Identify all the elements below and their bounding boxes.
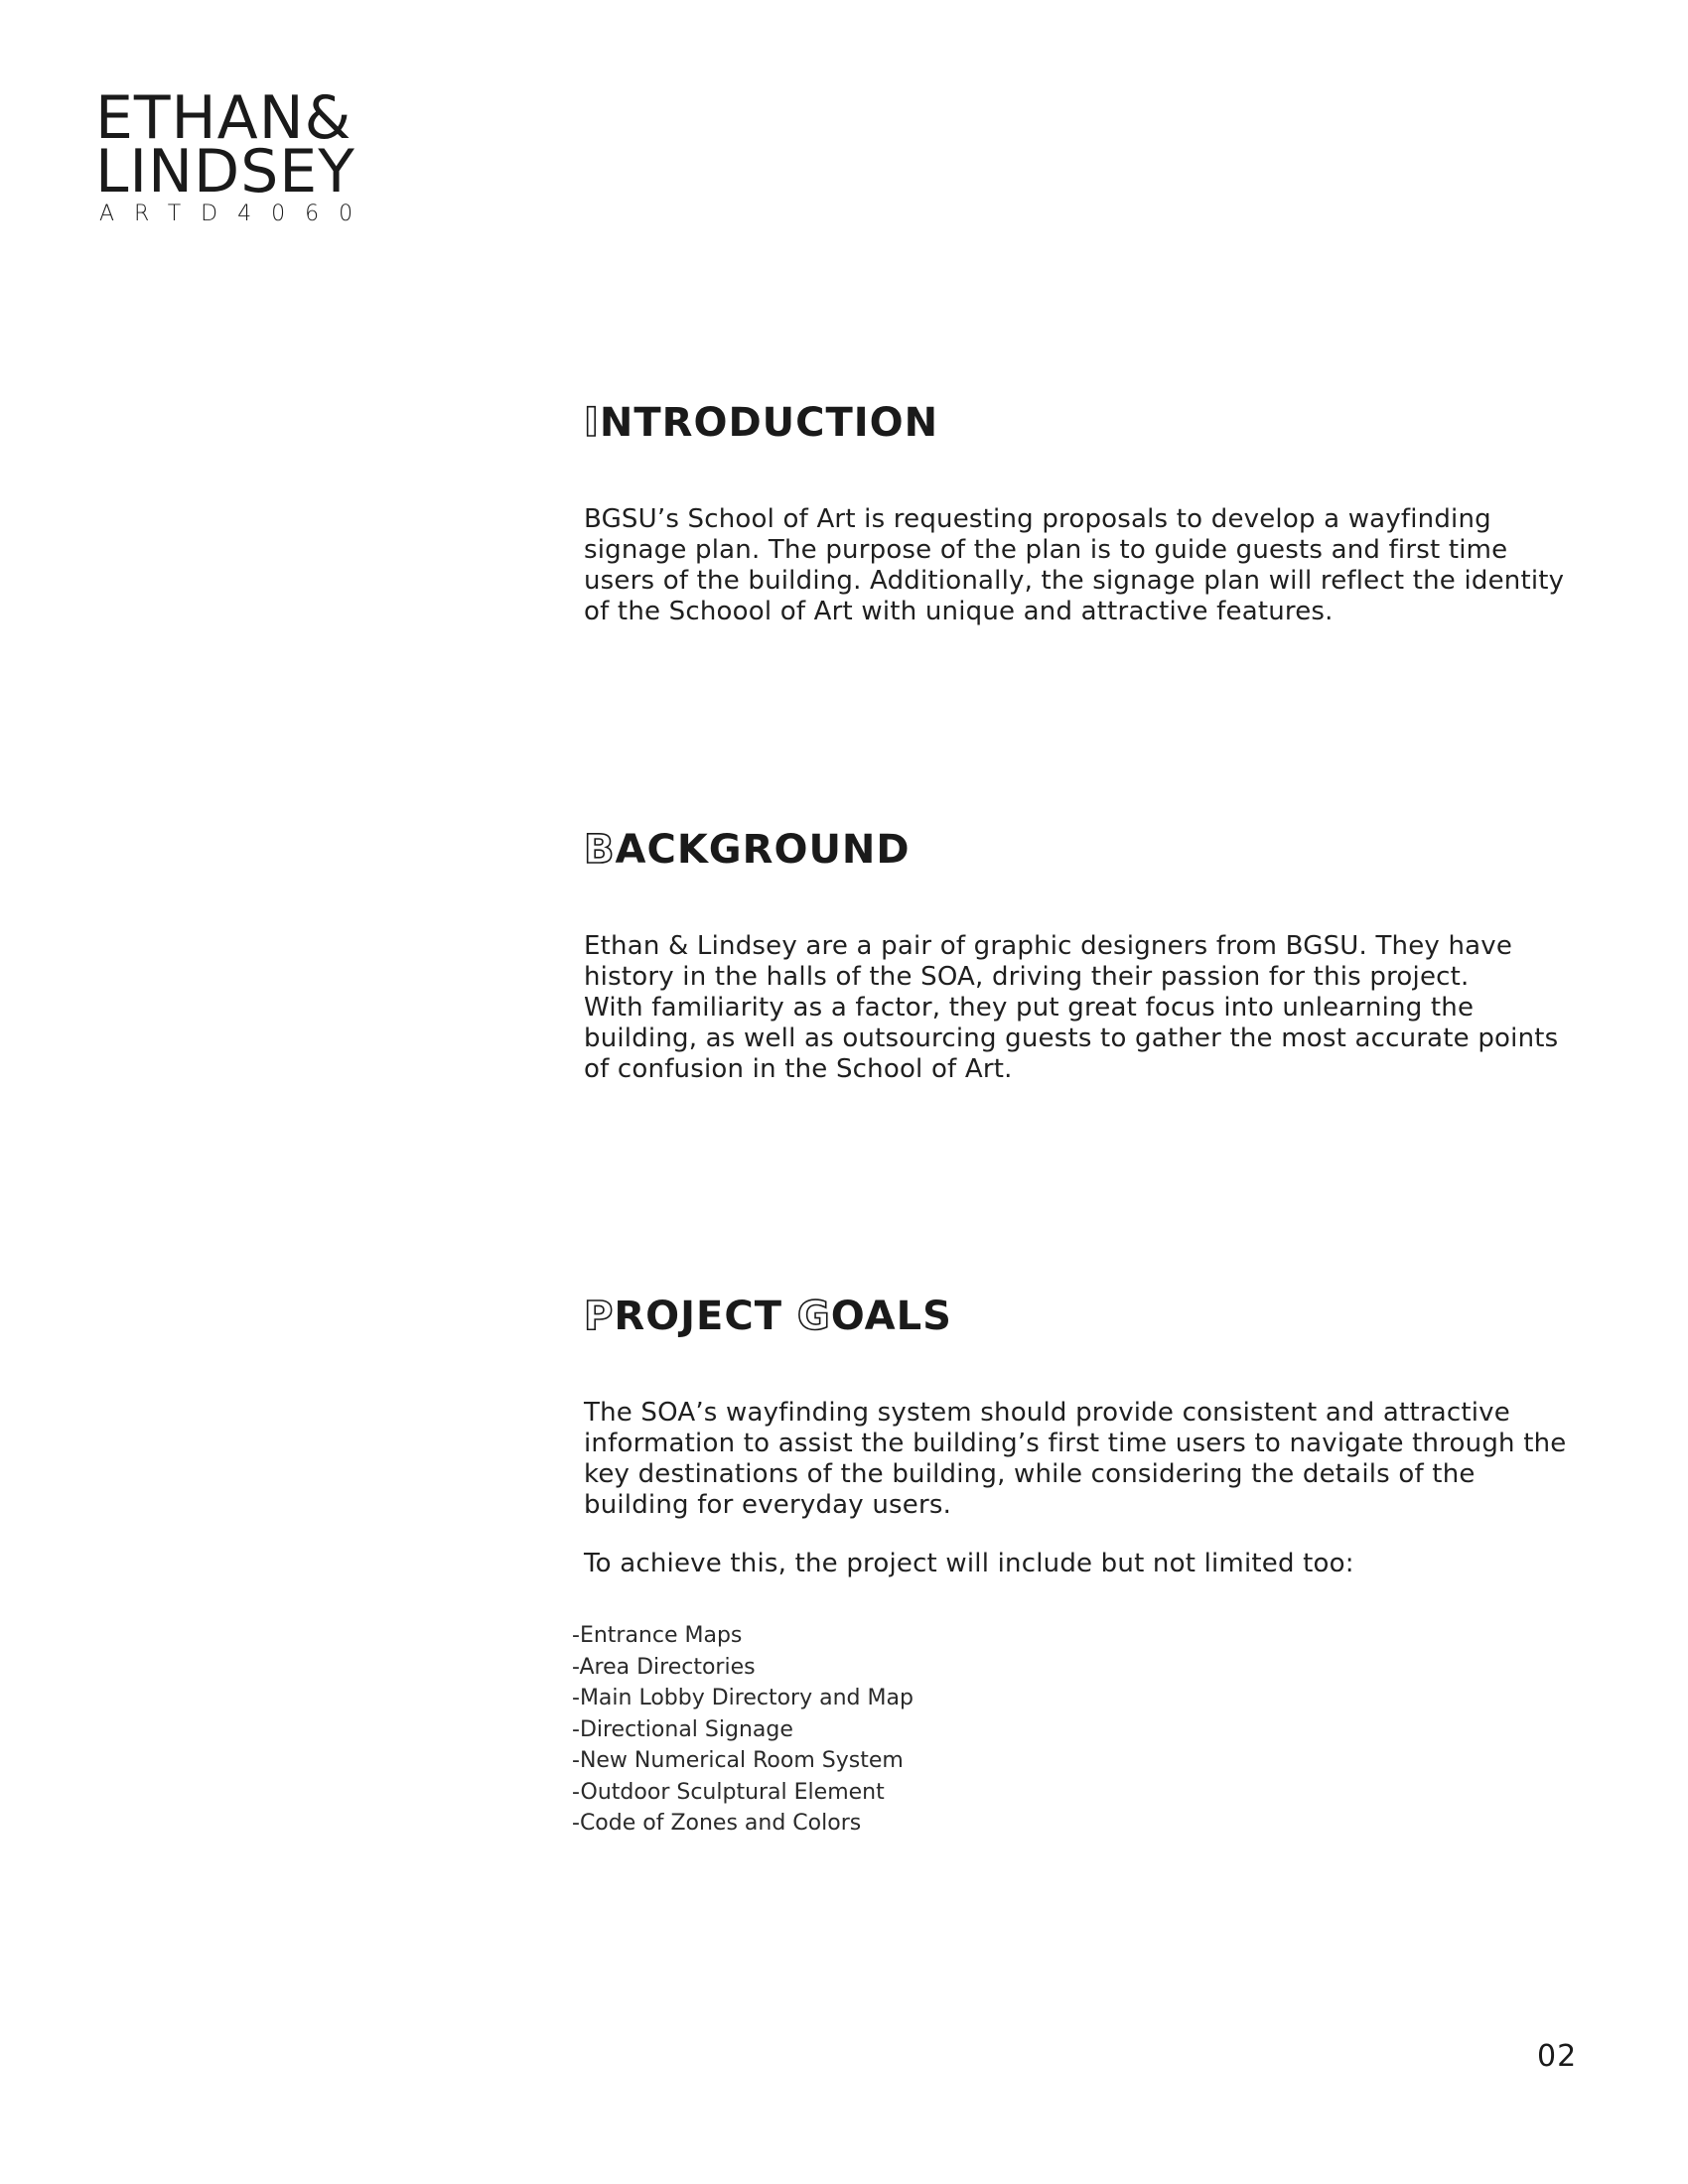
achieve-statement: To achieve this, the project will include but not limited too: xyxy=(584,1549,1354,1578)
text-line: information to assist the building’s first time users to navigate through the xyxy=(584,1429,1567,1458)
page-number: 02 xyxy=(1537,2039,1578,2074)
background-heading xyxy=(584,826,1597,874)
logo-name-lindsey: LINDSEY xyxy=(95,137,355,206)
heading-text: ROJECT xyxy=(614,1294,797,1339)
text-line: The SOA’s wayfinding system should provide consistent and attractive xyxy=(584,1398,1510,1428)
list-item: -Area Directories xyxy=(572,1654,756,1680)
background-section xyxy=(584,826,1597,1085)
project-goals-paragraph xyxy=(584,1398,1597,1521)
brand-logo xyxy=(95,83,373,226)
project-goals-section xyxy=(584,1293,1597,1579)
logo-course-code: ARTD4060 xyxy=(99,202,373,226)
list-item: -Entrance Maps xyxy=(572,1623,743,1648)
text-line: signage plan. The purpose of the plan is to guide guests and first time xyxy=(584,535,1508,565)
list-item: -Code of Zones and Colors xyxy=(572,1811,862,1836)
background-paragraph xyxy=(584,931,1597,1085)
heading-initial: P xyxy=(584,1294,615,1339)
text-line: building, as well as outsourcing guests to gather the most accurate points xyxy=(584,1024,1559,1053)
logo-ampersand: & xyxy=(304,83,352,153)
heading-text: NTRODUCTION xyxy=(599,400,939,446)
heading-initial: I xyxy=(584,400,600,446)
introduction-heading xyxy=(584,399,1597,447)
text-line: of confusion in the School of Art. xyxy=(584,1054,1013,1084)
list-item: -Directional Signage xyxy=(572,1716,793,1742)
deliverables-list xyxy=(572,1620,914,1840)
text-line: key destinations of the building, while considering the details of the xyxy=(584,1459,1476,1489)
text-line: history in the halls of the SOA, driving their passion for this project. xyxy=(584,962,1470,992)
text-line: With familiarity as a factor, they put great focus into unlearning the xyxy=(584,993,1475,1023)
text-line: Ethan & Lindsey are a pair of graphic designers from BGSU. They have xyxy=(584,931,1513,961)
text-line: users of the building. Additionally, the signage plan will reflect the identity xyxy=(584,566,1565,596)
list-item: -Outdoor Sculptural Element xyxy=(572,1779,885,1805)
introduction-paragraph xyxy=(584,504,1597,627)
project-goals-heading xyxy=(584,1293,1597,1340)
heading-text: OALS xyxy=(830,1294,952,1339)
logo-name-ethan: ETHAN xyxy=(95,83,305,153)
heading-initial: B xyxy=(584,827,616,873)
heading-initial: G xyxy=(796,1294,831,1339)
heading-text: ACKGROUND xyxy=(615,827,911,873)
text-line: building for everyday users. xyxy=(584,1490,952,1520)
list-item: -Main Lobby Directory and Map xyxy=(572,1686,914,1710)
text-line: BGSU’s School of Art is requesting proposals to develop a wayfinding xyxy=(584,504,1491,534)
text-line: of the Schoool of Art with unique and attractive features. xyxy=(584,597,1334,626)
list-item: -New Numerical Room System xyxy=(572,1748,904,1773)
introduction-section xyxy=(584,399,1597,627)
